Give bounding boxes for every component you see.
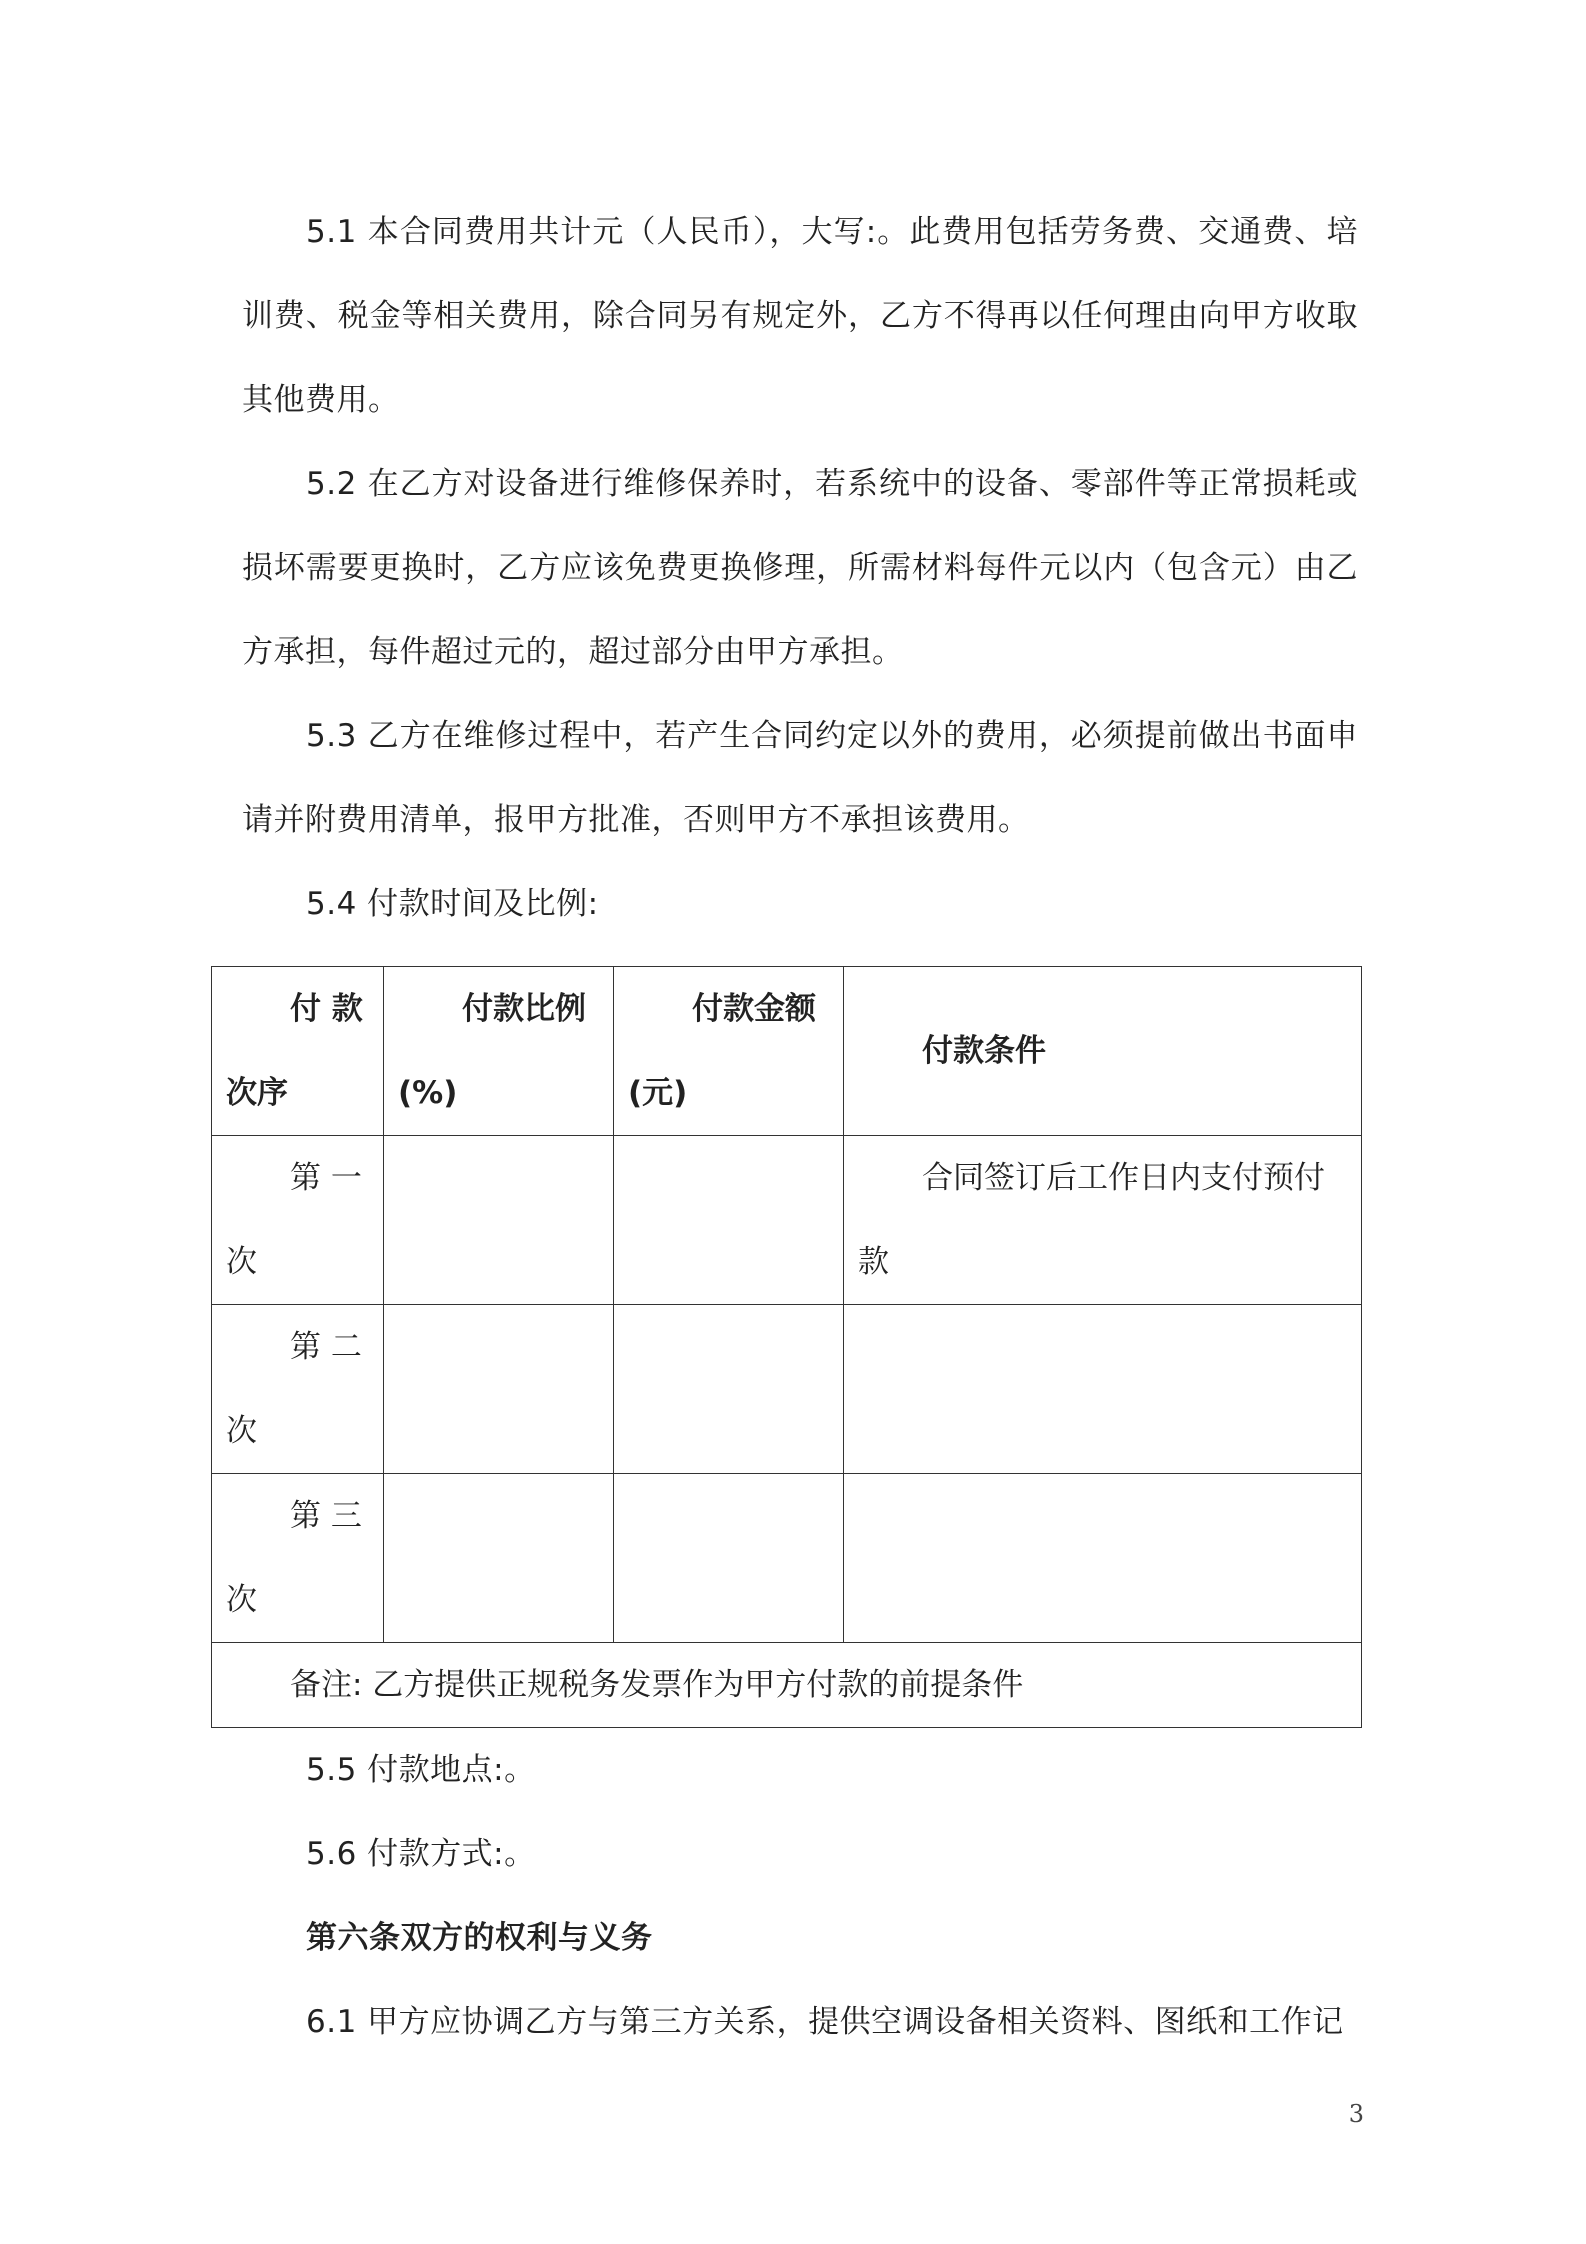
row-condition bbox=[844, 1305, 1362, 1474]
clause-5-4: 5.4 付款时间及比例: bbox=[306, 886, 599, 922]
clause-5-1: 5.1 本合同费用共计元（人民币），大写:。此费用包括劳务费、交通费、培训费、税金等相关费用，除合同另有规定外，乙方不得再以任何理由向甲方收取其他费用。 bbox=[242, 214, 1358, 418]
row-order: 第 二次 bbox=[212, 1305, 384, 1474]
row-amount bbox=[614, 1305, 844, 1474]
row-amount bbox=[614, 1136, 844, 1305]
row-ratio bbox=[384, 1474, 614, 1643]
clause-5-2: 5.2 在乙方对设备进行维修保养时，若系统中的设备、零部件等正常损耗或损坏需要更换时，乙方应该免费更换修理，所需材料每件元以内（包含元）由乙方承担，每件超过元的，超过部分由甲方承担。 bbox=[242, 466, 1358, 670]
section-6-heading: 第六条双方的权利与义务 bbox=[306, 1920, 653, 1956]
header-amount: 付款金额(元) bbox=[614, 967, 844, 1136]
clause-6-1: 6.1 甲方应协调乙方与第三方关系，提供空调设备相关资料、图纸和工作记 bbox=[306, 2004, 1344, 2040]
table-row bbox=[212, 1305, 1362, 1474]
table-row bbox=[212, 1474, 1362, 1643]
header-order: 付 款次序 bbox=[212, 967, 384, 1136]
page-number: 3 bbox=[1348, 2100, 1364, 2128]
table-note: 备注: 乙方提供正规税务发票作为甲方付款的前提条件 bbox=[212, 1643, 1362, 1728]
row-amount bbox=[614, 1474, 844, 1643]
clause-5-3: 5.3 乙方在维修过程中，若产生合同约定以外的费用，必须提前做出书面申请并附费用清单，报甲方批准，否则甲方不承担该费用。 bbox=[242, 718, 1358, 838]
clause-5-5: 5.5 付款地点:。 bbox=[306, 1752, 536, 1788]
table-header-row bbox=[212, 967, 1362, 1136]
row-condition: 合同签订后工作日内支付预付款 bbox=[844, 1136, 1362, 1305]
row-ratio bbox=[384, 1136, 614, 1305]
row-ratio bbox=[384, 1305, 614, 1474]
header-condition: 付款条件 bbox=[844, 967, 1362, 1136]
row-order: 第 三次 bbox=[212, 1474, 384, 1643]
payment-schedule-table bbox=[211, 966, 1362, 1728]
row-condition bbox=[844, 1474, 1362, 1643]
row-order: 第 一次 bbox=[212, 1136, 384, 1305]
clause-5-6: 5.6 付款方式:。 bbox=[306, 1836, 536, 1872]
header-ratio: 付款比例(%) bbox=[384, 967, 614, 1136]
table-note-row bbox=[212, 1643, 1362, 1728]
table-row bbox=[212, 1136, 1362, 1305]
